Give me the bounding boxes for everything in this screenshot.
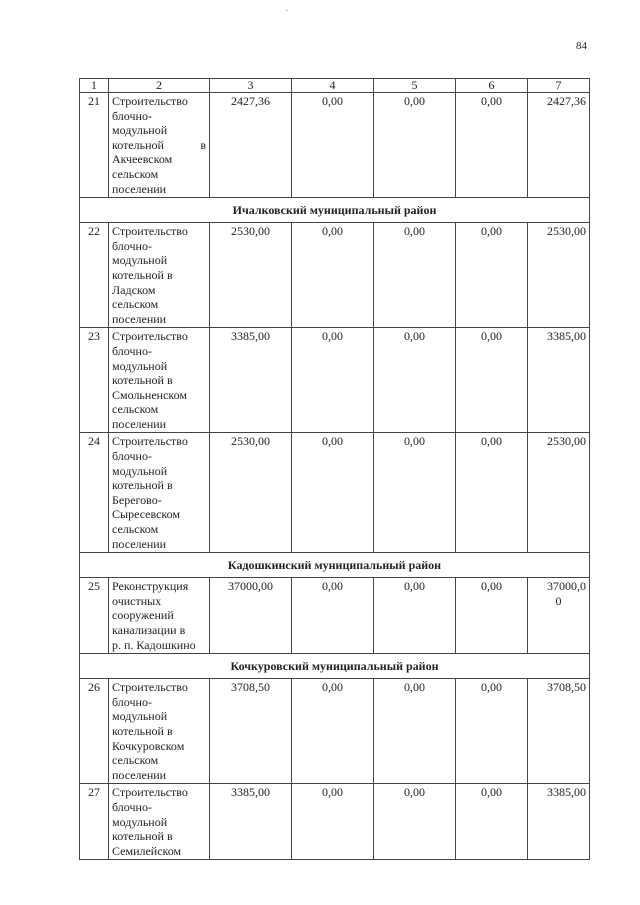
value-c4 [292,328,374,433]
project-name-line: блочно- [112,343,152,358]
column-header: 4 [292,79,374,93]
project-name-line: сельском [112,402,159,417]
value-c6 [456,328,528,433]
value-line: 0,00 [322,680,343,695]
district-title: Кочкуровский муниципальный район [80,654,590,679]
column-header: 1 [80,79,109,93]
district-title: Ичалковский муниципальный район [80,198,590,223]
project-name [109,223,210,328]
value-line: 0,00 [404,680,425,695]
district-header-row [80,198,590,223]
row-number: 25 [80,578,109,654]
row-number: 21 [80,93,109,198]
value-c4 [292,223,374,328]
project-name-line: Строительство [112,329,188,344]
project-name-line: сельском [112,166,159,181]
row-number: 22 [80,223,109,328]
budget-table [79,78,590,860]
project-name-line: Строительство [112,434,188,449]
value-line: 0,00 [481,579,502,594]
project-name-line: котельной в [112,267,173,282]
value-line: 3385,00 [547,329,586,344]
value-c7 [528,784,590,860]
value-line: 2530,00 [547,224,586,239]
project-name-line: котельной в [112,829,173,844]
district-header-row [80,654,590,679]
value-c5 [374,784,456,860]
value-line: 0,00 [404,579,425,594]
project-name [109,328,210,433]
project-name-line: Реконструкция [112,579,189,594]
value-line: 0,00 [481,680,502,695]
value-c4 [292,93,374,198]
column-header-row [80,79,590,93]
value-c3 [210,433,292,553]
project-name-line: р. п. Кадошкино [112,637,196,652]
project-name [109,679,210,784]
project-name-line: блочно- [112,799,152,814]
value-line: 0,00 [481,434,502,449]
value-line: 2530,00 [547,434,586,449]
project-name-line: Акчеевском [112,152,173,167]
project-name-line: блочно- [112,238,152,253]
project-name-line: Строительство [112,94,188,108]
value-c3 [210,93,292,198]
project-name-line: модульной [112,814,168,829]
value-line: 0,00 [322,785,343,800]
project-name-word: котельной [112,137,164,152]
value-line: 37000,0 [547,579,586,594]
value-c5 [374,578,456,654]
value-line: 0,00 [404,785,425,800]
project-name-line: сельском [112,753,159,768]
project-name-line: поселении [112,181,167,196]
value-c6 [456,784,528,860]
value-c7 [528,93,590,198]
value-c5 [374,93,456,198]
table-row [80,223,590,328]
value-c5 [374,679,456,784]
value-c4 [292,578,374,654]
project-name-line: модульной [112,123,168,138]
project-name-line: канализации в [112,623,186,637]
value-c3 [210,679,292,784]
value-c6 [456,433,528,553]
value-c5 [374,433,456,553]
project-name-line: Ладском [112,282,156,297]
value-line: 3708,50 [547,680,586,695]
value-c3 [210,223,292,328]
value-line: 3708,50 [231,680,270,695]
value-c3 [210,784,292,860]
project-name-line: поселении [112,416,167,431]
value-line: 0,00 [322,579,343,594]
project-name-line: котельной в [112,373,173,388]
value-line: 2427,36 [547,94,586,108]
value-line: 0,00 [322,94,343,108]
value-c7 [528,223,590,328]
value-c6 [456,223,528,328]
value-c5 [374,328,456,433]
project-name-line: Берегово- [112,492,162,507]
project-name-word: в [200,137,206,152]
table-row [80,328,590,433]
project-name-line: сооружений [112,608,174,623]
project-name-line: сельском [112,522,159,537]
column-header: 7 [528,79,590,93]
project-name-line: Строительство [112,680,188,695]
value-line: 0,00 [481,785,502,800]
value-line: 0 [555,593,562,608]
value-line: 37000,00 [228,579,273,594]
value-c3 [210,328,292,433]
value-line: 0,00 [322,434,343,449]
value-line: 3385,00 [231,329,270,344]
row-number: 23 [80,328,109,433]
table-row [80,93,590,198]
project-name-line: Строительство [112,224,188,239]
row-number: 26 [80,679,109,784]
value-line: 0,00 [404,434,425,449]
value-line: 0,00 [322,224,343,239]
project-name-line: модульной [112,463,168,478]
value-line: 2530,00 [231,434,270,449]
project-name-line: поселении [112,536,167,551]
column-header: 3 [210,79,292,93]
project-name-line: модульной [112,253,168,268]
project-name-line: сельском [112,297,159,312]
value-line: 0,00 [404,329,425,344]
project-name [109,93,210,198]
project-name-line: модульной [112,358,168,373]
column-header: 2 [109,79,210,93]
value-c7 [528,679,590,784]
value-c4 [292,679,374,784]
table-row [80,578,590,654]
value-line: 3385,00 [547,785,586,800]
value-c4 [292,433,374,553]
value-c7 [528,328,590,433]
project-name [109,578,210,654]
district-title: Кадошкинский муниципальный район [80,553,590,578]
column-header: 6 [456,79,528,93]
value-c4 [292,784,374,860]
value-line: 0,00 [481,329,502,344]
value-c5 [374,223,456,328]
value-line: 0,00 [322,329,343,344]
value-c7 [528,433,590,553]
value-c6 [456,679,528,784]
project-name-line: Смольненском [112,387,187,402]
project-name-line: очистных [112,593,162,608]
value-line: 2530,00 [231,224,270,239]
value-line: 2427,36 [231,94,270,108]
value-c3 [210,578,292,654]
project-name-line: блочно- [112,108,152,123]
table-row [80,679,590,784]
value-c6 [456,578,528,654]
project-name-line: блочно- [112,449,152,464]
value-c6 [456,93,528,198]
value-c7 [528,578,590,654]
row-number: 27 [80,784,109,860]
project-name-line: поселении [112,311,167,326]
project-name-line: блочно- [112,694,152,709]
project-name-line: Строительство [112,785,188,800]
project-name-line: модульной [112,709,168,724]
project-name-line: котельной в [112,478,173,493]
table-row [80,784,590,860]
project-name-line: Семилейском [112,843,182,858]
project-name-line: Сыресевском [112,507,180,522]
project-name-line: Кочкуровском [112,738,185,753]
project-name-line: поселении [112,767,167,782]
page-number: 84 [576,40,587,52]
value-line: 3385,00 [231,785,270,800]
scan-artifact [286,10,288,11]
value-line: 0,00 [481,224,502,239]
value-line: 0,00 [481,94,502,108]
column-header: 5 [374,79,456,93]
project-name [109,433,210,553]
value-line: 0,00 [404,94,425,108]
table-row [80,433,590,553]
district-header-row [80,553,590,578]
table-body [80,79,590,860]
row-number: 24 [80,433,109,553]
project-name-line: котельной в [112,723,173,738]
project-name-line [112,138,206,153]
project-name [109,784,210,860]
value-line: 0,00 [404,224,425,239]
